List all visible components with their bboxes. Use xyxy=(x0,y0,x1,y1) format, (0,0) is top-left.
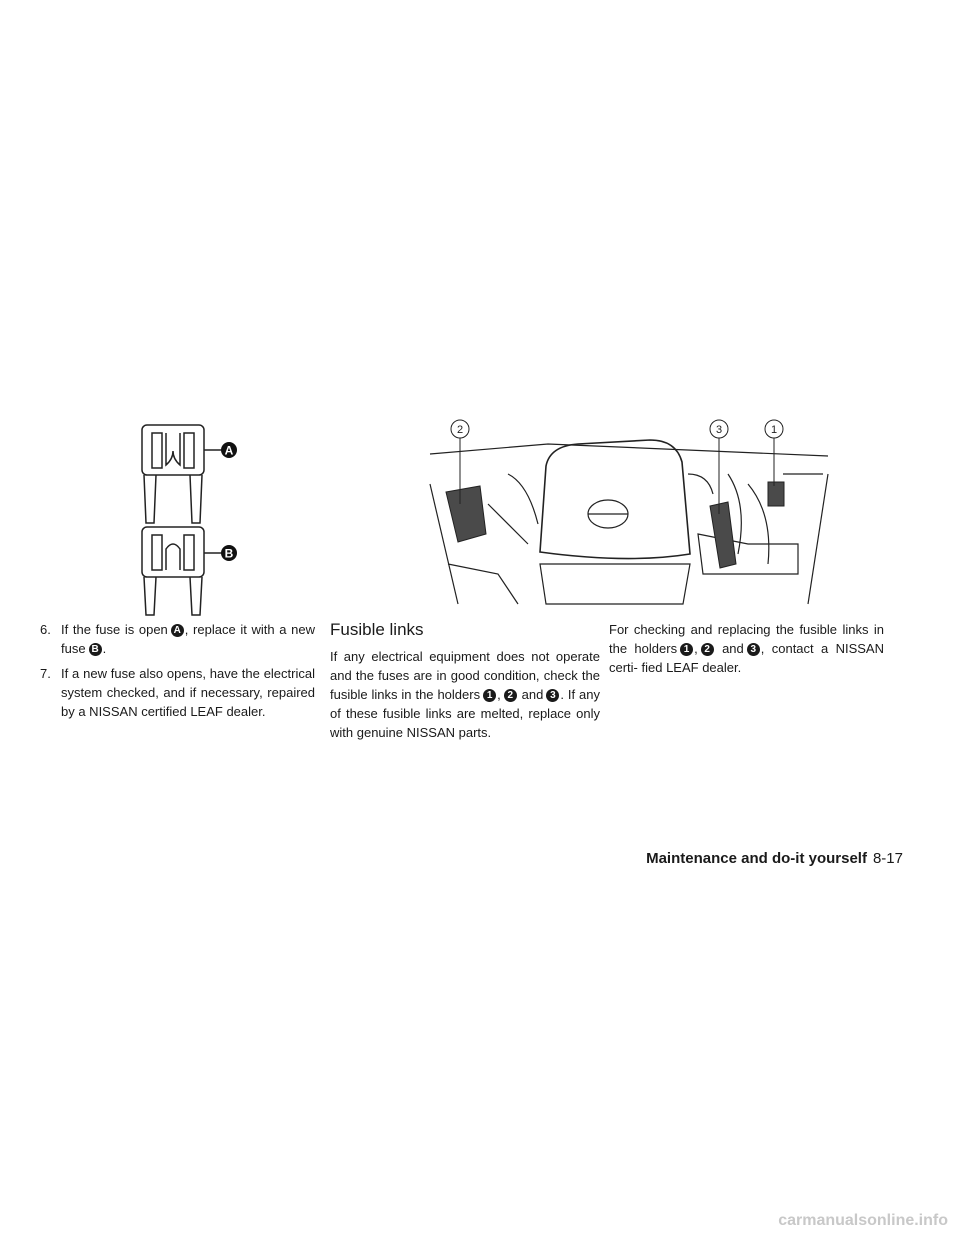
step-text: , replace it with a new fuse xyxy=(61,622,316,656)
step-6 xyxy=(40,620,315,658)
separator: , xyxy=(694,641,698,656)
step-number: 6. xyxy=(40,622,51,637)
conjunction: and xyxy=(521,687,544,702)
label-b-text: B xyxy=(224,546,234,561)
label-a-text: A xyxy=(224,443,234,458)
marker-1: 1 xyxy=(680,643,693,656)
section-title: Fusible links xyxy=(330,620,424,639)
fuse-illustration xyxy=(130,415,270,620)
callout-3-text: 3 xyxy=(715,424,723,436)
callout-2-text: 2 xyxy=(456,424,464,436)
step-number: 7. xyxy=(40,666,51,681)
contact-dealer-paragraph xyxy=(609,620,884,677)
step-text: If the fuse is open xyxy=(61,622,168,637)
paragraph-text: If any electrical equipment does not operate and the fuses are in good condition, check the fusible links in the holders xyxy=(330,649,600,702)
conjunction: and xyxy=(722,641,744,656)
marker-2: 2 xyxy=(504,689,517,702)
paragraph-text: , contact a NISSAN certi- fied LEAF dealer. xyxy=(609,641,884,675)
watermark: carmanualsonline.info xyxy=(778,1212,948,1229)
marker-a: A xyxy=(171,624,184,637)
separator: , xyxy=(497,687,501,702)
engine-compartment-illustration xyxy=(428,414,832,608)
step-text: . xyxy=(102,641,107,656)
paragraph-text: . If any of these fusible links are melted, replace only with genuine NISSAN parts. xyxy=(330,687,600,740)
page-number: 8-17 xyxy=(872,850,903,867)
page-footer xyxy=(646,850,903,867)
marker-2: 2 xyxy=(701,643,714,656)
callout-1-text: 1 xyxy=(770,424,778,436)
fusible-links-paragraph xyxy=(330,647,600,742)
fusible-links-section xyxy=(330,620,600,742)
footer-section-title: Maintenance and do-it yourself xyxy=(646,850,867,867)
step-text: If a new fuse also opens, have the electrical system checked, and if necessary, repaired by a NISSAN certified LEAF dealer. xyxy=(61,666,315,719)
marker-1: 1 xyxy=(483,689,496,702)
marker-b: B xyxy=(89,643,102,656)
marker-3: 3 xyxy=(747,643,760,656)
paragraph-text: For checking and replacing the fusible links in the holders xyxy=(609,622,884,656)
marker-3: 3 xyxy=(546,689,559,702)
steps-column xyxy=(40,620,315,727)
step-7 xyxy=(40,664,315,721)
contact-dealer-column xyxy=(609,620,884,677)
